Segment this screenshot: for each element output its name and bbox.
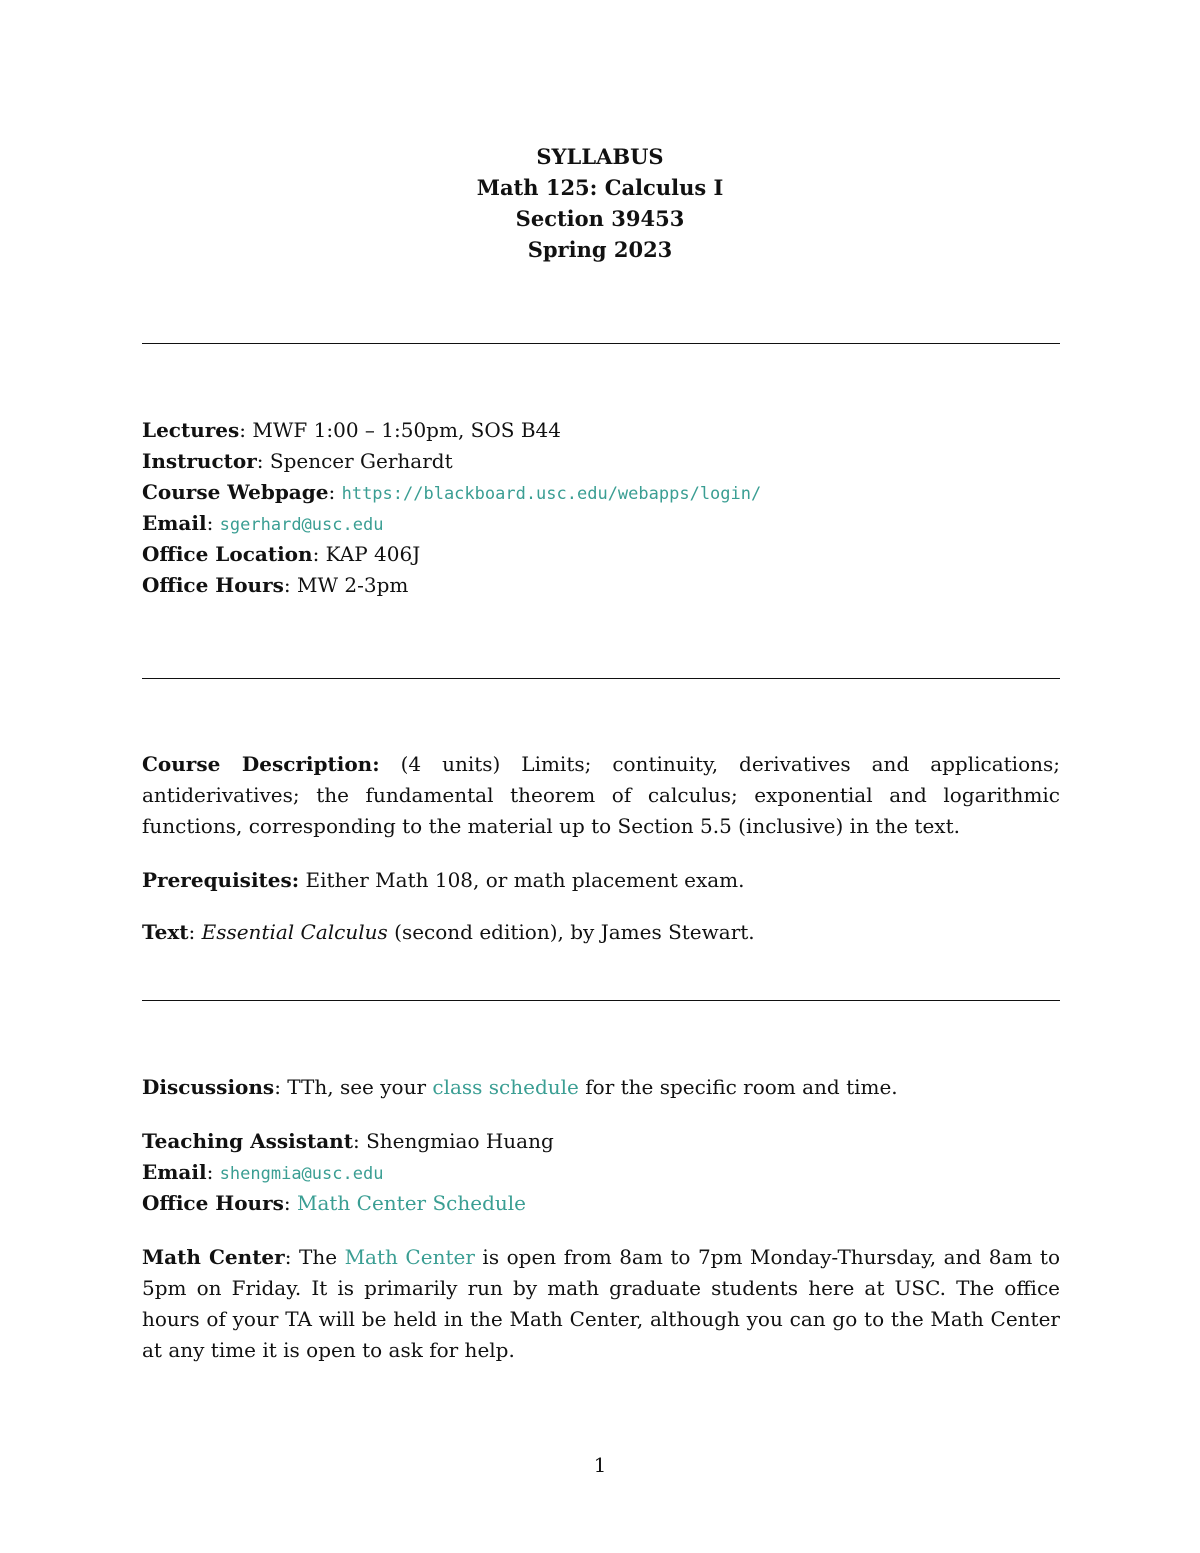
- page-number: 1: [593, 1453, 607, 1477]
- ta-email-line: Email: shengmia@usc.edu: [142, 1160, 384, 1184]
- ta-line: Teaching Assistant: Shengmiao Huang: [142, 1129, 554, 1153]
- office-hours-line: Office Hours: MW 2-3pm: [142, 573, 409, 597]
- title-block: [0, 141, 1200, 265]
- ta-email-link[interactable]: shengmia@usc.edu: [219, 1164, 384, 1184]
- discussions-text-end: for the specific room and time.: [585, 1075, 898, 1099]
- ta-email-label: Email: [142, 1160, 207, 1184]
- instructor-email-link[interactable]: sgerhard@usc.edu: [219, 515, 384, 535]
- textbook-title: Essential Calculus: [201, 920, 388, 944]
- divider-rule: [142, 343, 1060, 344]
- instructor-info: [142, 415, 1060, 601]
- ta-label: Teaching Assistant: [142, 1129, 353, 1153]
- course-description-text: (4 units) Limits; continuity, derivatives and applications; antiderivatives; the fundamental theorem of calculus; exponential and logarithmic functions, corresponding to the material up to Section 5.5 (inclusive) in the text.: [142, 752, 1061, 838]
- ta-name: Shengmiao Huang: [366, 1129, 554, 1153]
- discussions-text-start: TTh, see your: [287, 1075, 427, 1099]
- prerequisites: [142, 865, 1060, 896]
- office-hours-label: Office Hours: [142, 573, 284, 597]
- course-description: [142, 749, 1060, 842]
- section-number: Section 39453: [515, 206, 685, 231]
- lectures-label: Lectures: [142, 418, 240, 442]
- course-webpage-link[interactable]: https://blackboard.usc.edu/webapps/login/: [341, 484, 762, 504]
- course-info: [142, 749, 1060, 948]
- discussions-label: Discussions: [142, 1075, 275, 1099]
- office-location-value: KAP 406J: [325, 542, 421, 566]
- email-label: Email: [142, 511, 207, 535]
- lectures-line: Lectures: MWF 1:00 – 1:50pm, SOS B44: [142, 418, 561, 442]
- term: Spring 2023: [527, 237, 673, 262]
- math-center-label: Math Center: [142, 1245, 285, 1269]
- math-center-link[interactable]: Math Center: [344, 1245, 475, 1269]
- math-center-schedule-link[interactable]: Math Center Schedule: [296, 1191, 527, 1215]
- instructor-name: Spencer Gerhardt: [269, 449, 453, 473]
- document-title: SYLLABUS: [536, 144, 664, 169]
- email-line: Email: sgerhard@usc.edu: [142, 511, 384, 535]
- webpage-label: Course Webpage: [142, 480, 329, 504]
- office-hours-value: MW 2-3pm: [296, 573, 409, 597]
- ta-office-hours-label: Office Hours: [142, 1191, 284, 1215]
- lectures-value: MWF 1:00 – 1:50pm, SOS B44: [252, 418, 561, 442]
- class-schedule-link[interactable]: class schedule: [432, 1075, 579, 1099]
- textbook-label: Text: [142, 920, 189, 944]
- course-description-label: Course Description:: [142, 752, 380, 776]
- math-center-text-end: is open from 8am to 7pm Monday-Thursday, and 8am to 5pm on Friday. It is primarily run by math graduate students here at USC. The office hours of your TA will be held in the Math Center, although you can go to the Math Center at any time it is open to ask for help.: [142, 1245, 1060, 1362]
- discussions: Discussions: TTh, see your class schedule for the specific room and time.: [142, 1075, 898, 1099]
- math-center-text-start: The: [298, 1245, 338, 1269]
- office-location-line: Office Location: KAP 406J: [142, 542, 421, 566]
- discussion-info: [142, 1072, 1060, 1366]
- textbook-details: (second edition), by James Stewart.: [394, 920, 755, 944]
- office-location-label: Office Location: [142, 542, 313, 566]
- instructor-label: Instructor: [142, 449, 257, 473]
- math-center-paragraph: Math Center: The Math Center is open from 8am to 7pm Monday-Thursday, and 8am to 5pm on Friday. It is primarily run by math graduate students here at USC. The office hours of your TA will be held in the Math Center, although you can go to the Math Center at any time it is open to ask for help.: [142, 1245, 1060, 1362]
- prerequisites-text: Either Math 108, or math placement exam.: [305, 868, 745, 892]
- instructor-line: Instructor: Spencer Gerhardt: [142, 449, 453, 473]
- ta-info: [142, 1126, 1060, 1219]
- textbook: Text: Essential Calculus (second edition), by James Stewart.: [142, 920, 755, 944]
- webpage-line: Course Webpage: https://blackboard.usc.edu/webapps/login/: [142, 480, 762, 504]
- course-title: Math 125: Calculus I: [476, 175, 724, 200]
- divider-rule: [142, 678, 1060, 679]
- prerequisites-label: Prerequisites:: [142, 868, 300, 892]
- divider-rule: [142, 1000, 1060, 1001]
- ta-office-hours-line: Office Hours: Math Center Schedule: [142, 1191, 527, 1215]
